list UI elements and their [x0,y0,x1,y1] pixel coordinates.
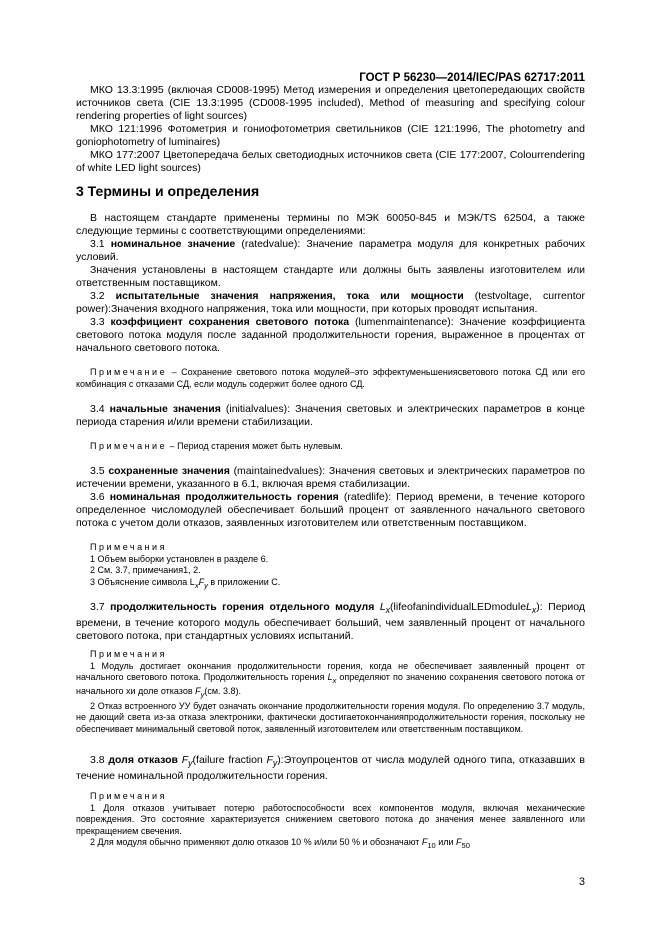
terms-block [76,212,585,355]
term-name: доля отказов [108,754,179,766]
term-3-3: 3.3 коэффициент сохранения светового потока (lumenmaintenance): Значение коэффициента светового потока модуля после заданной продолжительности горения, выраженное в процентах от начального светового потока. [76,316,586,354]
notes-3-8: Примечания 1 Доля отказов учитывает потерю работоспособности всех компонентов модуля, включая механические повреждения. Это состояние характеризуется снижением светового потока до значения менее заявленного или прекращением свечения. 2 Для модуля обычно применяют долю отказов 10 % и/или 50 % и обозначают $F_{10}$ или $F_{50}$ [76,791,585,850]
term-3-5: 3.5 сохраненные значения (maintainedvalues): Значения световых и электрических параметров по истечении времени, указанного в 6.1, включая время стабилизации. [76,465,586,490]
reference-cie-177: МКО 177:2007 Цветопередача белых светодиодных источников света (CIE 177:2007, Colourrendering of white LED light sources) [76,149,585,174]
term-3-6: 3.6 номинальная продолжительность горения (ratedlife): Период времени, в течение которого определенное числомодулей обеспечивает больший процент от заявленного начального светового потока с учетом доли отказов, заявленных изготовителем или ответственным поставщиком. [76,491,585,529]
term-3-1-extra: Значения установлены в настоящем стандарте или должны быть заявлены изготовителем или ответственным поставщиком. [76,264,585,289]
note-3-3: Примечание – Сохранение светового потока модулей–это эффектуменьшениясветового потока СД или его комбинация с отказами СД, если модуль содержит более одного СД. [76,367,585,389]
terms-3-5-3-6 [76,465,585,530]
term-3-2: 3.2 испытательные значения напряжения, тока или мощности (testvoltage, currentor power):Значения входного напряжения, тока или мощности, при которых проводят испытания. [76,290,585,315]
term-3-4: 3.4 начальные значения (initialvalues): Значения световых и электрических параметров в конце периода старения и/или времени стабилизации. [76,403,585,428]
term-name: сохраненные значения [108,465,230,477]
reference-cie-13: МКО 13.3:1995 (включая CD008-1995) Метод измерения и определения цветопередающих свойств источников света (CIE 13.3:1995 (CD008-1995 included), Method of measuring and specifying colour rendering properties of light sources) [76,84,585,122]
term-3-1: 3.1 номинальное значение (ratedvalue): Значение параметра модуля для конкретных рабочих условий. [76,238,586,263]
section-title: 3 Термины и определения [76,183,260,199]
reference-cie-121: МКО 121:1996 Фотометрия и гониофотометрия светильников (CIE 121:1996, The photometry and goniophotometry of luminaires) [76,123,585,148]
references-block [76,84,585,175]
term-3-8: 3.8 доля отказов $F_y(failure$ fraction $F_y):Этоупроцентов$ от числа модулей одного типа, отказавших в течение номинальной продолжительности горения. [76,754,585,783]
term-name: испытательные значения напряжения, тока или мощности [115,290,464,302]
term-3-7: 3.7 продолжительность горения отдельного модуля $L_x(lifeofanindividualLEDmoduleL_x)$: Период времени, в течение которого модуль обеспечивает больший, чем заявленный процент от начального светового потока, при стандартных условиях испытаний. [76,601,585,643]
document-header: ГОСТ Р 56230—2014/IEC/PAS 62717:2011 [359,72,585,84]
term-name: номинальное значение [110,238,236,250]
intro-paragraph: В настоящем стандарте применены термины по МЭК 60050-845 и МЭК/TS 62504, а также следующие термины с соответствующими определениями: [76,212,585,237]
note-3-4: Примечание – Период старения может быть нулевым. [90,441,343,451]
notes-3-7: Примечания 1 Модуль достигает окончания продолжительности горения, когда не обеспечивает заявленный процент от начального светового потока. Продолжительность горения $L_x$ определяют по значению сохранения светового потока от начального хи доле отказов $F_y(см$. 3.8). 2 Отказ встроенного УУ будет означать окончание продолжительности горения модуля. По определению 3.7 модуль, не дающий света из-за отказа электроники, фактически достигаетокончанияпродолжительности горения, поскольку не обеспечивает минимальный световой поток, заявленный изготовителем или ответственным поставщиком. [76,649,585,734]
notes-3-6: Примечания 1 Объем выборки установлен в разделе 6. 2 См. 3.7, примечания1, 2. 3 Объяснение символа $L_xF_y$ в приложении С. [90,542,281,590]
term-name: продолжительность горения отдельного модуля [110,601,375,613]
term-name: коэффициент сохранения светового потока [110,316,350,328]
term-name: начальные значения [109,403,221,415]
page-number: 3 [578,876,585,888]
term-name: номинальная продолжительность горения [109,491,339,503]
